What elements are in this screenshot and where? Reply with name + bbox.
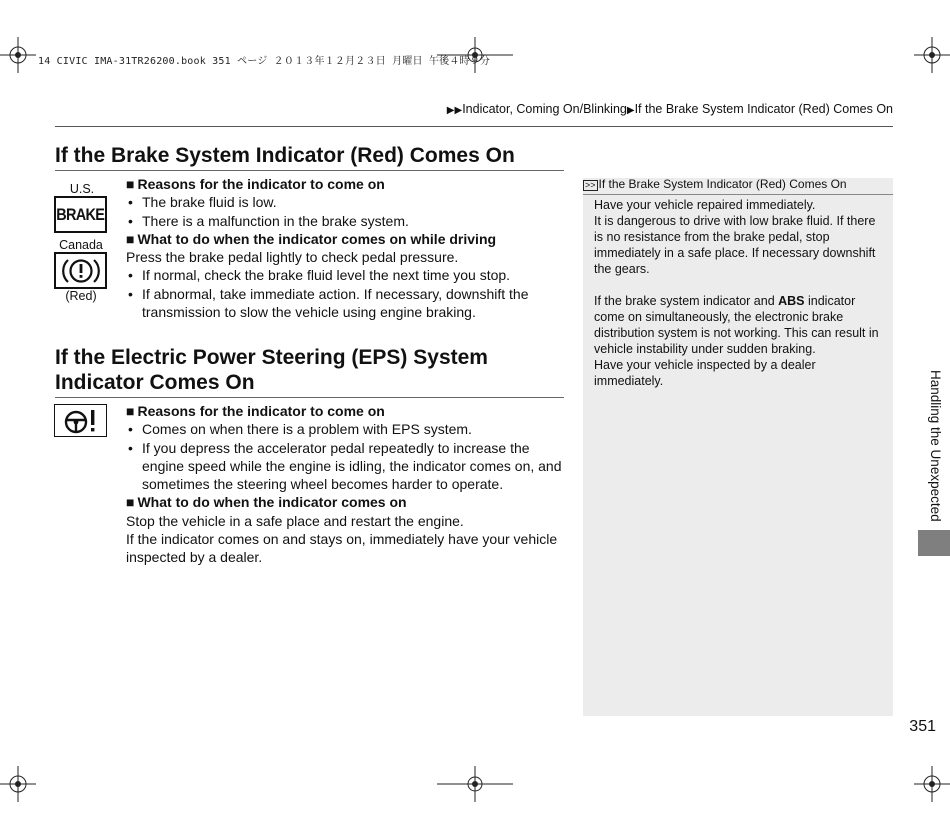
list-item: • The brake fluid is low. [126, 193, 566, 211]
list-item: • There is a malfunction in the brake system. [126, 212, 566, 230]
us-label: U.S. [69, 182, 95, 196]
list-item: • If you depress the accelerator pedal repeatedly to increase the engine speed while the engine is idling, the indicator comes on, and sometimes the steering wheel becomes harder to operate. [126, 439, 566, 494]
chapter-tab-label: Handling the Unexpected [928, 370, 943, 522]
canada-label: Canada [59, 238, 103, 252]
list-item: • If normal, check the brake fluid level the next time you stop. [126, 266, 566, 284]
side-note-heading [583, 177, 893, 195]
side-note-heading-text: If the Brake System Indicator (Red) Comes On [598, 177, 847, 191]
brake-section-title: If the Brake System Indicator (Red) Comes On [55, 144, 515, 167]
brake-what-intro: Press the brake pedal lightly to check pedal pressure. [126, 249, 459, 266]
eps-section-title: If the Electric Power Steering (EPS) System Indicator Comes On [55, 346, 488, 394]
chapter-tab-marker [918, 530, 950, 556]
circle-exclamation-icon [59, 255, 103, 287]
side-note-line: Have your vehicle repaired immediately. [594, 198, 816, 212]
brake-word: BRAKE [56, 204, 105, 224]
breadcrumb-link-indicator[interactable]: Indicator, Coming On/Blinking [462, 102, 627, 116]
eps-what-line: Stop the vehicle in a safe place and restart the engine. [126, 512, 464, 529]
print-header: 14 CIVIC IMA-31TR26200.book 351 ページ ２０１３年１２月２３日 月曜日 午後４時９分 [38, 56, 491, 67]
brake-reasons-heading: ■ Reasons for the indicator to come on [126, 175, 566, 193]
eps-what-heading: ■ What to do when the indicator comes on [126, 493, 566, 511]
side-note-text: If the brake system indicator and [594, 294, 779, 308]
eps-section-body [126, 402, 566, 567]
eps-indicator-icon [54, 404, 107, 437]
header-rule [55, 126, 893, 127]
list-item: • Comes on when there is a problem with EPS system. [126, 420, 566, 438]
brake-section-body [126, 175, 566, 321]
red-label: (Red) [65, 289, 97, 303]
steering-wheel-exclamation-icon [58, 407, 104, 435]
breadcrumb-current: If the Brake System Indicator (Red) Comes On [634, 102, 893, 116]
brake-warning-symbol-icon [54, 252, 107, 289]
eps-title-rule [55, 397, 564, 398]
side-note-text: indicator come on simultaneously, the electronic brake distribution system is not working. This can result in vehicle instability under sudden braking. [594, 294, 879, 356]
eps-reasons-heading: ■ Reasons for the indicator to come on [126, 402, 566, 420]
breadcrumb [447, 102, 893, 116]
note-marker-icon: >> [585, 180, 596, 190]
side-note-line: It is dangerous to drive with low brake fluid. If there is no resistance from the brake pedal, stop immediately in a safe place. If necessary downshift the gears. [594, 214, 876, 276]
eps-what-line: If the indicator comes on and stays on, immediately have your vehicle inspected by a dealer. [126, 531, 558, 566]
page-number: 351 [909, 718, 936, 735]
brake-indicator-icon [54, 196, 107, 233]
list-item: • If abnormal, take immediate action. If necessary, downshift the transmission to slow the vehicle using engine braking. [126, 285, 566, 322]
double-arrow-icon: ▶▶ [446, 105, 463, 116]
side-note-line: Have your vehicle inspected by a dealer immediately. [594, 358, 816, 388]
side-note-paragraph [594, 293, 886, 357]
arrow-icon: ▶ [626, 105, 635, 116]
abs-term: ABS [778, 294, 805, 308]
side-note-body [594, 197, 886, 389]
brake-what-heading: ■ What to do when the indicator comes on while driving [126, 230, 566, 248]
brake-title-rule [55, 170, 564, 171]
